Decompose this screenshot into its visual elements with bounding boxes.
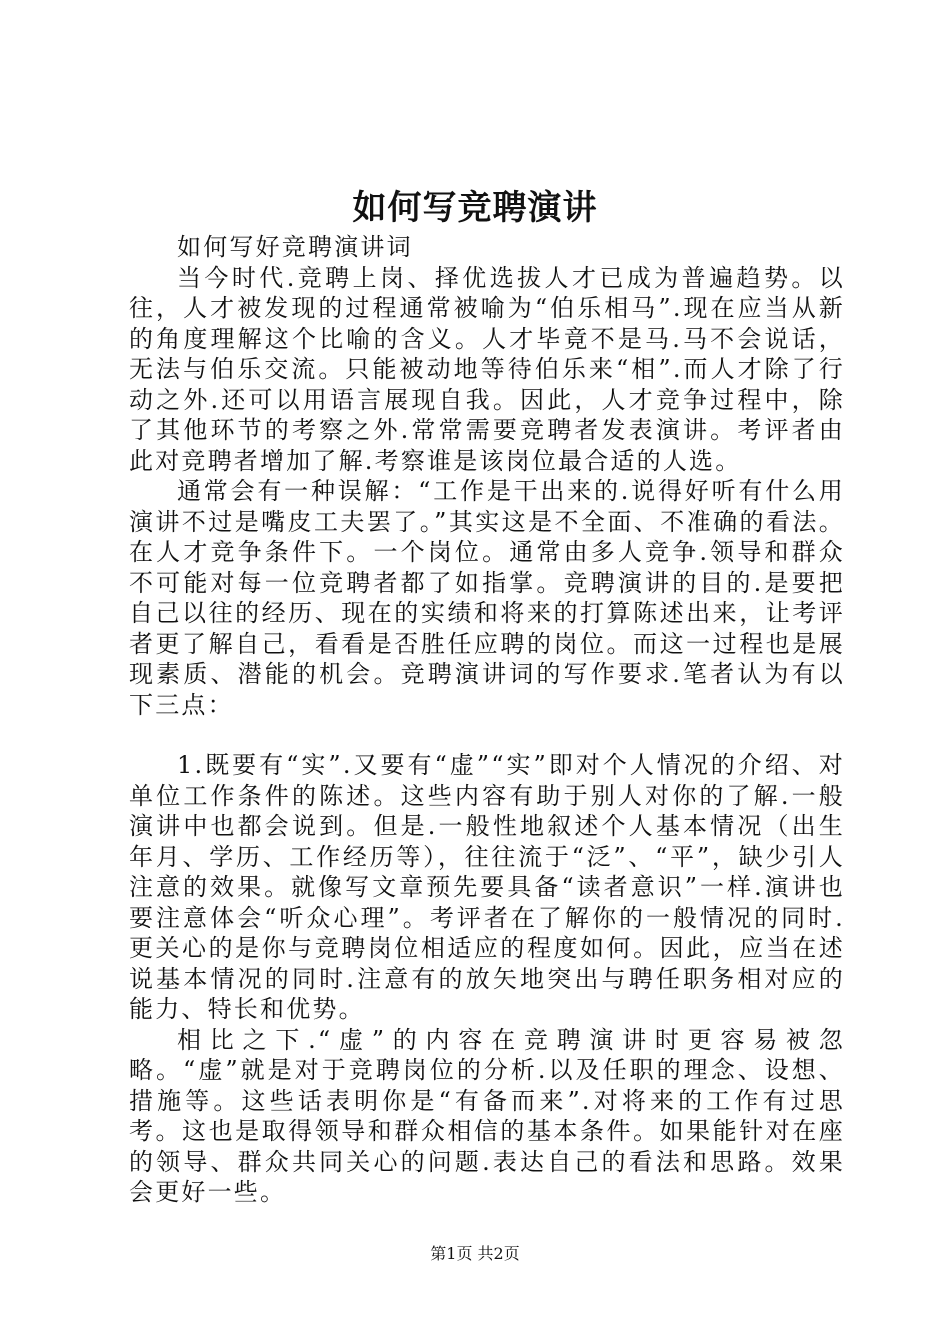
paragraph-subtitle: 如何写好竞聘演讲词 (177, 233, 413, 261)
document-title: 如何写竞聘演讲 (352, 188, 598, 228)
paragraph-misconception: 通常会有一种误解：“工作是干出来的.说得好听有什么用演讲不过是嘴皮工夫罢了。”其实这是不全面、不准确的看法。在人才竞争条件下。一个岗位。通常由多人竞争.领导和群众不可能对每一位竞聘者都了如指掌。竞聘演讲的目的.是要把自己以往的经历、现在的实绩和将来的打算陈述出来，让考评者更了解自己，看看是否胜任应聘的岗位。而这一过程也是展现素质、潜能的机会。竞聘演讲词的写作要求.笔者认为有以下三点： (129, 477, 845, 719)
paragraph-virtual-content: 相比之下.“虚”的内容在竞聘演讲时更容易被忽略。“虚”就是对于竞聘岗位的分析.以及任职的理念、设想、措施等。这些话表明你是“有备而来”.对将来的工作有过思考。这也是取得领导和群众相信的基本条件。如果能针对在座的领导、群众共同关心的问题.表达自己的看法和思路。效果会更好一些。 (129, 1025, 845, 1206)
paragraph-point-one: 1.既要有“实”.又要有“虚”“实”即对个人情况的介绍、对单位工作条件的陈述。这些内容有助于别人对你的了解.一般演讲中也都会说到。但是.一般性地叙述个人基本情况（出生年月、学历、工作经历等），往往流于“泛”、“平”，缺少引人注意的效果。就像写文章预先要具备“读者意识”一样.演讲也要注意体会“听众心理”。考评者在了解你的一般情况的同时.更关心的是你与竞聘岗位相适应的程度如何。因此，应当在述说基本情况的同时.注意有的放矢地突出与聘任职务相对应的能力、特长和优势。 (129, 751, 845, 1023)
paragraph-intro: 当今时代.竞聘上岗、择优选拔人才已成为普遍趋势。以往，人才被发现的过程通常被喻为“伯乐相马”.现在应当从新的角度理解这个比喻的含义。人才毕竟不是马.马不会说话，无法与伯乐交流。只能被动地等待伯乐来“相”.而人才除了行动之外.还可以用语言展现自我。因此，人才竞争过程中，除了其他环节的考察之外.常常需要竞聘者发表演讲。考评者由此对竞聘者增加了解.考察谁是该岗位最合适的人选。 (129, 263, 845, 475)
page-footer: 第1页 共2页 (430, 1244, 520, 1263)
document-body (129, 232, 845, 1208)
